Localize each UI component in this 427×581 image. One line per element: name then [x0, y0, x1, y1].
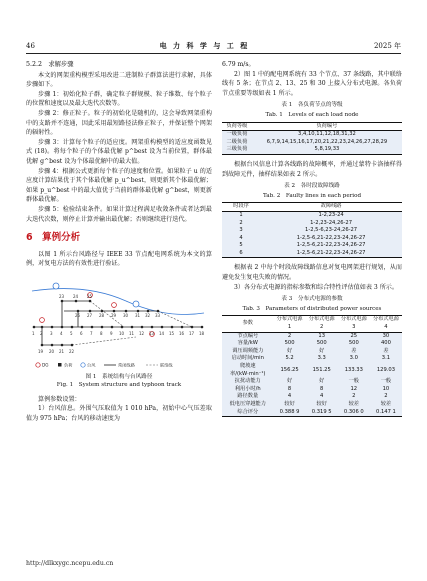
table-header: 分布式电源 2	[306, 316, 338, 332]
table-header: 时段序	[222, 203, 260, 212]
svg-text:26: 26	[75, 312, 81, 318]
table-cell: 较差	[370, 401, 402, 409]
svg-text:23: 23	[59, 293, 65, 299]
table-row: 6 1-2,5-6,21-22,23-24,26-27	[222, 250, 402, 258]
table-cell: 3.3	[306, 355, 338, 363]
paragraph: 1）台风信息。外围气压取值为 1 010 hPa，初始中心气压差取值为 975 hPa；台风的移动速度为	[26, 405, 212, 423]
dg-marker	[40, 317, 45, 322]
table-cell: 较差	[338, 401, 370, 409]
table-dg-parameters	[222, 315, 402, 417]
svg-text:9: 9	[110, 330, 113, 336]
table2-caption-cn: 表 2 各时段故障线路	[284, 183, 340, 190]
table3-caption-cn: 表 3 分布式电源的参数	[281, 296, 343, 303]
tie-line	[158, 311, 192, 327]
svg-text:24: 24	[73, 293, 79, 299]
typhoon-icon	[53, 283, 59, 289]
legend-load-icon	[58, 363, 62, 367]
table-row	[222, 393, 402, 401]
table-row	[222, 332, 402, 340]
svg-text:11: 11	[129, 330, 135, 336]
table-cell: 好	[274, 348, 306, 356]
table-row: 4 1-2,5-6,21-22,23-24,26-27	[222, 235, 402, 243]
table-row: 一级负荷 3,4,10,11,12,18,31,32	[222, 131, 402, 139]
svg-text:27: 27	[87, 312, 93, 318]
table-cell: 25	[338, 332, 370, 340]
table-cell: 8	[306, 386, 338, 394]
table-row: 三级负荷 5,8,19,33	[222, 146, 402, 154]
paragraph: 以图 1 所示台风路径与 IEEE 33 节点配电网系统为本文的算例，对复电方法的有效性进行验证。	[26, 250, 212, 268]
legend-typhoon-icon	[81, 363, 85, 367]
svg-text:8: 8	[100, 330, 103, 336]
typhoon-icon	[133, 301, 139, 307]
svg-text:31: 31	[135, 312, 141, 318]
table-cell: 节点编号	[222, 332, 274, 340]
svg-text:28: 28	[99, 312, 105, 318]
header-rule	[26, 53, 401, 54]
year: 2025 年	[373, 42, 401, 50]
table-cell: 133.33	[338, 363, 370, 378]
table-row: 5 1-2,5-6,21-22,23-24,26-27	[222, 242, 402, 250]
svg-text:3: 3	[50, 330, 53, 336]
table-cell: 4	[274, 393, 306, 401]
paragraph: 根据表 2 中每个时段故障线路信息对复电网架进行规划，从而避免发生复电失败的情况。	[222, 264, 402, 282]
table3-caption-en: Tab. 3 Parameters of distributed power sources	[242, 305, 382, 312]
step-paragraph: 步骤 4：根据公式更新每个粒子的速度和位置。如果粒子 u 的适应度计算结果优于其个体最优解 p_u^best，则更新其个体最优解；如果 p_u^best 中的最大值优于当前的群体最优解 g^best，则更新群体最优解。	[26, 167, 212, 204]
table-cell: 3.0	[338, 355, 370, 363]
svg-text:19: 19	[38, 348, 44, 354]
svg-text:22: 22	[69, 348, 75, 354]
table-cell: 500	[274, 340, 306, 348]
journal-title: 电 力 科 学 与 工 程	[159, 42, 250, 50]
page-number: 46	[26, 42, 35, 50]
svg-text:7: 7	[90, 330, 93, 336]
tie-line	[72, 337, 136, 345]
table-row: 3 1-2,5-6,23-24,26-27	[222, 227, 402, 235]
paragraph: 根据台风信息计算各线路的故障概率，并通过蒙特卡洛抽样得到故障元件，抽样结果如表 2 所示。	[222, 160, 402, 178]
svg-text:13: 13	[149, 330, 155, 336]
tie-line	[90, 301, 124, 327]
table-cell: 5.2	[274, 355, 306, 363]
table2-caption-en: Tab. 2 Faulty lines in each period	[262, 192, 362, 199]
step-paragraph: 步骤 2：修正粒子。粒子的初始化是随机的，这会导致网架重构中的支路并不连通，因此采用最短路径法修正粒子，并保证整个网架的辐射性。	[26, 109, 212, 137]
table-cell: 路径数量	[222, 393, 274, 401]
legend	[36, 361, 174, 368]
svg-text:30: 30	[123, 312, 129, 318]
table-cell: 2	[370, 393, 402, 401]
table-header: 分布式电源 3	[338, 316, 370, 332]
svg-text:33: 33	[155, 312, 161, 318]
paragraph: 本文的网架重构模型采用改进二进制粒子群算法进行求解，具体步骤如下。	[26, 71, 212, 89]
svg-text:25: 25	[87, 293, 93, 299]
svg-text:2: 2	[40, 330, 43, 336]
svg-text:18: 18	[199, 330, 205, 336]
table-header: 分布式电源 4	[370, 316, 402, 332]
table-cell: 2	[274, 332, 306, 340]
legend-dg-icon	[36, 363, 40, 367]
paragraph: 算例参数设置：	[38, 395, 81, 403]
svg-text:12: 12	[139, 330, 145, 336]
subsection-heading: 5.2.2 求解步骤	[26, 61, 74, 68]
table-cell: 利用小时/h	[222, 386, 274, 394]
table-row	[222, 363, 402, 378]
table-cell: 500	[306, 340, 338, 348]
table-load-levels	[222, 122, 402, 155]
table-cell: 30	[370, 332, 402, 340]
table-row	[222, 355, 402, 363]
table-row	[222, 401, 402, 409]
svg-text:6: 6	[80, 330, 83, 336]
table-cell: 400	[370, 340, 402, 348]
table-header: 参数	[222, 316, 274, 332]
table-cell: 一般	[370, 378, 402, 386]
table-cell: 0.306 0	[338, 409, 370, 417]
table-cell: 0.388 9	[274, 409, 306, 417]
table-cell: 好	[306, 348, 338, 356]
table-cell: 差	[370, 348, 402, 356]
table-faulty-lines	[222, 202, 402, 258]
table-header: 负荷编号	[252, 122, 402, 131]
table-cell: 容量/kW	[222, 340, 274, 348]
figure-system-structure	[26, 273, 212, 391]
paragraph: 2）图 1 中的配电网系统有 33 个节点、37 条线路，其中联络线有 5 条；在节点 2、13、25 和 30 上接入分布式电源。各负荷节点重要等级如表 1 所示。	[222, 70, 402, 97]
running-header	[26, 40, 401, 52]
table1-caption-cn: 表 1 各负荷节点的等级	[281, 102, 343, 109]
figure-caption-cn: 图 1 系统结构与台风路径	[85, 373, 153, 380]
svg-text:20: 20	[49, 348, 55, 354]
table-cell: 差	[338, 348, 370, 356]
svg-text:15: 15	[169, 330, 175, 336]
table-cell: 好	[274, 378, 306, 386]
table1-caption-en: Tab. 1 Levels of each load node	[265, 111, 359, 118]
legend-dg: DG	[42, 362, 49, 368]
svg-text:1: 1	[32, 330, 35, 336]
table-row: 二级负荷 6,7,9,14,15,16,17,20,21,22,23,24,26,27,28,29	[222, 139, 402, 147]
svg-text:联络线: 联络线	[160, 362, 173, 368]
dg-marker	[112, 302, 117, 307]
paragraph: 3）各分布式电源的指标参数和综合特性评估值如表 3 所示。	[234, 283, 398, 291]
table-body	[222, 332, 402, 417]
table-cell: 10	[370, 386, 402, 394]
left-column	[26, 60, 212, 424]
table-cell: 0.147 1	[370, 409, 402, 417]
section-heading: 6 算例分析	[26, 232, 81, 244]
ieee33-diagram	[26, 273, 212, 373]
table-cell: 好	[306, 378, 338, 386]
svg-text:10: 10	[119, 330, 125, 336]
table-cell: 0.319 5	[306, 409, 338, 417]
table-cell: 抗扰动能力	[222, 378, 274, 386]
svg-text:17: 17	[189, 330, 195, 336]
step-paragraph: 步骤 3：计算每个粒子的适应度。网架重构模型的适应度函数见式 (18)。将每个粒子的个体最优解 p^best 设为当前位置，群体最优解 g^best 设为个体最优解中的最大值。	[26, 138, 212, 165]
paragraph: 6.79 m/s。	[222, 61, 255, 68]
svg-text:台风: 台风	[87, 362, 96, 368]
table-cell: 151.25	[306, 363, 338, 378]
table-cell: 启动时间/min	[222, 355, 274, 363]
table-cell: 3.1	[370, 355, 402, 363]
svg-text:14: 14	[159, 330, 165, 336]
table-header: 故障线路	[260, 203, 402, 212]
table-cell: 129.03	[370, 363, 402, 378]
svg-text:5: 5	[70, 330, 73, 336]
table-cell: 一般	[338, 378, 370, 386]
table-cell: 4	[306, 393, 338, 401]
table-cell: 13	[306, 332, 338, 340]
table-cell: 2	[338, 393, 370, 401]
footer-url: http://dlkxygc.ncepu.edu.cn	[26, 560, 114, 567]
table-cell: 12	[338, 386, 370, 394]
svg-text:32: 32	[145, 312, 151, 318]
svg-text:29: 29	[111, 312, 117, 318]
svg-text:常闭线路: 常闭线路	[118, 362, 135, 368]
table-row: 1 1-2,23-24	[222, 211, 402, 219]
table-row: 2 1-2,23-24,26-27	[222, 220, 402, 228]
table-row	[222, 409, 402, 417]
table-header: 负荷等级	[222, 122, 252, 131]
svg-text:4: 4	[60, 330, 63, 336]
table-cell: 8	[274, 386, 306, 394]
table-row	[222, 378, 402, 386]
table-row	[222, 340, 402, 348]
right-column	[222, 60, 402, 417]
figure-caption-en: Fig. 1 System structure and typhoon track	[56, 381, 182, 388]
svg-text:16: 16	[179, 330, 185, 336]
table-cell: 爬坡速率/(kW·min⁻¹)	[222, 363, 274, 378]
table-cell: 低电压穿越能力	[222, 401, 274, 409]
table-cell: 较好	[306, 401, 338, 409]
table-cell: 156.25	[274, 363, 306, 378]
table-header: 分布式电源 1	[274, 316, 306, 332]
step-paragraph: 步骤 5：检验结束条件。如果计算过程满足收敛条件或者达到最大迭代次数，则停止计算并输出最优解；否则继续进行迭代。	[26, 205, 212, 223]
table-cell: 较好	[274, 401, 306, 409]
table-cell: 500	[338, 340, 370, 348]
svg-text:负荷: 负荷	[64, 362, 73, 368]
table-cell: 综合评分	[222, 409, 274, 417]
table-cell: 调压调频能力	[222, 348, 274, 356]
svg-text:21: 21	[59, 348, 65, 354]
step-paragraph: 步骤 1：初始化粒子群，确定粒子群规模、粒子维数、每个粒子的位置和速度以及最大迭代次数等。	[26, 90, 212, 108]
